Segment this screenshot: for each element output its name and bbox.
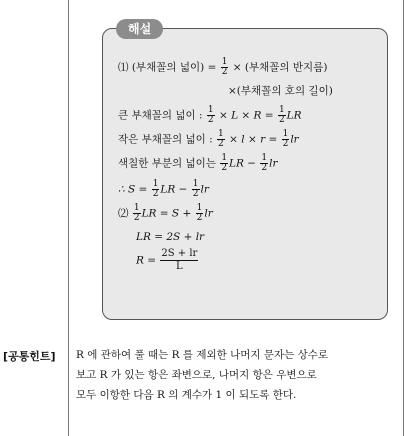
part-2-line — [118, 204, 213, 223]
hint-line-1: R 에 관하여 풀 때는 R 를 제외한 나머지 문자는 상수로 — [76, 349, 329, 361]
fraction-half: $\frac{1}{2}$ — [221, 153, 228, 173]
lr-equation-text: LR = 2S + lr — [136, 231, 205, 243]
part-2-end: lr — [204, 207, 213, 220]
small-sector-prefix: 작은 부채꼴의 넓이 : — [118, 133, 217, 146]
formula-line-1-cont: ×(부채꼴의 호의 길이) — [228, 85, 333, 97]
fraction-half: $\frac{1}{2}$ — [261, 153, 268, 173]
fraction-r: $\frac{2S + lr}{L}$ — [161, 248, 198, 272]
lr-equation — [136, 230, 204, 244]
shaded-mid: LR − — [229, 157, 260, 170]
fraction-half: $\frac{1}{2}$ — [133, 203, 140, 223]
shaded-area-line — [118, 154, 278, 173]
therefore-prefix: ∴ S = — [118, 183, 151, 196]
part-2-mid: LR = S + — [141, 207, 195, 220]
shaded-end: lr — [269, 157, 278, 170]
fraction-half: $\frac{1}{2}$ — [282, 129, 289, 149]
r-equation-prefix: R = — [136, 254, 160, 267]
fraction-half: $\frac{1}{2}$ — [207, 105, 214, 125]
big-sector-line — [118, 106, 302, 125]
big-sector-prefix: 큰 부채꼴의 넓이 : — [118, 109, 206, 122]
small-sector-mid: × l × r = — [225, 133, 281, 146]
formula-1-suffix: × (부채꼴의 반지름) — [229, 61, 328, 74]
hint-line-2: 보고 R 가 있는 항은 좌변으로, 나머지 항은 우변으로 — [76, 369, 317, 381]
fraction-half: $\frac{1}{2}$ — [221, 57, 228, 77]
shaded-prefix: 색칠한 부분의 넓이는 — [118, 157, 220, 170]
big-sector-mid: × L × R = — [215, 109, 277, 122]
hint-label: [공통힌트] — [3, 350, 56, 363]
small-sector-result: lr — [290, 133, 299, 146]
fraction-half: $\frac{1}{2}$ — [196, 203, 203, 223]
fraction-half: $\frac{1}{2}$ — [152, 179, 159, 199]
therefore-line — [118, 180, 209, 199]
fraction-half: $\frac{1}{2}$ — [218, 129, 224, 149]
therefore-end: lr — [200, 183, 209, 196]
fraction-half: $\frac{1}{2}$ — [192, 179, 199, 199]
formula-line-1 — [118, 58, 327, 77]
fraction-half: $\frac{1}{2}$ — [278, 105, 285, 125]
formula-1-prefix: ⑴ (부채꼴의 넓이) = — [118, 61, 220, 74]
solution-tag: 해설 — [116, 19, 163, 39]
hint-line-3: 모두 이항한 다음 R 의 계수가 1 이 되도록 한다. — [76, 389, 297, 401]
part-2-prefix: ⑵ — [118, 207, 132, 220]
r-equation — [136, 248, 199, 273]
big-sector-result: LR — [286, 109, 302, 122]
small-sector-line — [118, 130, 299, 149]
therefore-mid: LR − — [160, 183, 191, 196]
